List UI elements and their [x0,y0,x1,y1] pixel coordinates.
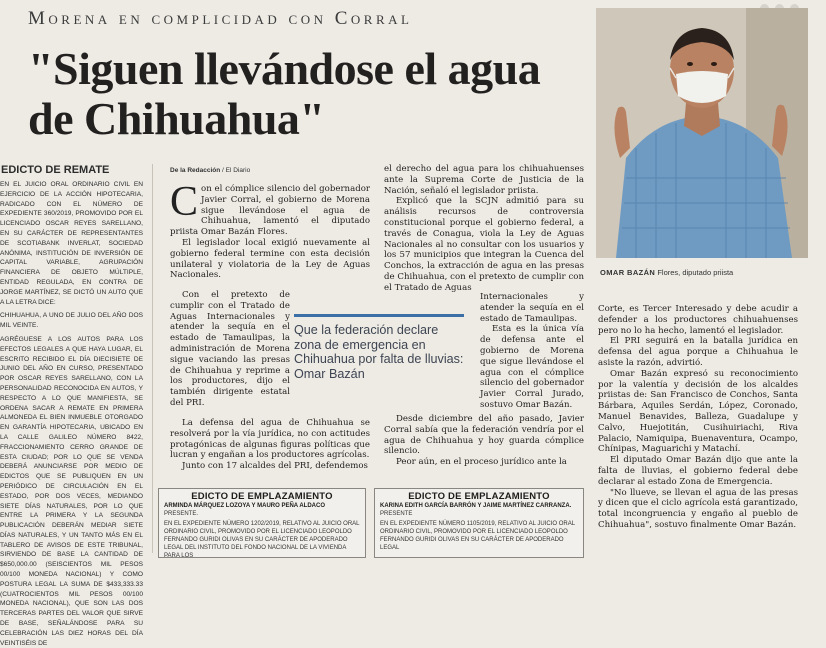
article-column-b [384,164,584,294]
headline: "Siguen llevándose el agua de Chihuahua" [28,43,541,144]
dropcap: C [170,179,199,225]
article-paragraph: Desde diciembre del año pasado, Javier Corral sabía que la federación vendría por el agua de Chihuahua y hoy guarda cómplice silencio. [384,414,584,457]
article-paragraph: El legislador local exigió nuevamente al gobierno federal termine con esta decisión unilateral y violatoria de la Ley de Aguas Nacionales. [170,237,370,281]
edict-parties: ARMINDA MÁRQUEZ LOZOYA Y MAURO PEÑA ALDACO [164,503,326,509]
article-paragraph: Junto con 17 alcaldes del PRI, defendemos [182,461,368,472]
pull-quote: Que la federación declare zona de emergencia en Chihuahua por falta de lluvias: Omar Bazán [294,314,464,381]
article-paragraph: El PRI seguirá en la batalla jurídica en defensa del agua porque a Chihuahua le asiste la razón, advirtió. [598,336,798,368]
person-illustration [596,8,808,258]
article-paragraph [170,179,370,238]
edict-emplazamiento-2 [374,488,584,558]
article-column-a-narrow [170,290,290,409]
byline [170,167,250,174]
photo-caption [600,268,810,277]
article-paragraph: Esta es la única vía de defensa ante el gobierno de Morena que sigue llevándose el agua con el cómplice silencio del gobernador Javier Corral Jurado, sostuvo Omar Bazán. [480,324,584,410]
article-paragraph: La defensa del agua de Chihuahua se resolverá por la vía jurídica, no con actitudes protagónicas de algunas figuras políticas que lucran y engañan a los productores agrícolas. [170,418,370,461]
article-paragraph: Explicó que la SCJN admitió para su análisis recursos de controversia constitucional porque el gobierno federal, a través de Conagua, viola la Ley de Aguas Nacionales al no consultar con los usuarios y los 57 municipios que integran la Cuenca del Conchos, la extracción de agua en las presas de Chihuahua, con el pretexto de cumplir con el Tratado de Aguas [384,196,584,293]
caption-name: OMAR BAZÁN [600,268,656,277]
edict-parties: KARINA EDITH GARCÍA BARRÓN Y JAIME MARTÍNEZ CARRANZA. [380,503,572,509]
edict-title: EDICTO DE EMPLAZAMIENTO [408,491,550,502]
legal-notice-remate [0,164,146,647]
article-paragraph: El diputado Omar Bazán dijo que ante la falta de lluvias, el gobierno federal debe declarar al estado Zona de Emergencia. [598,455,798,487]
article-column-b-bottom [384,414,584,468]
legal-notice-title: EDICTO DE REMATE [1,164,110,176]
article-paragraph: Omar Bazán expresó su reconocimiento por la valentía y decisión de los alcaldes priistas de: San Francisco de Conchos, Santa Bárbara, Aquiles Serdán, López, Coronado, Manuel Benavides, Balleza, Guadalupe y Calvo, Huejotitán, Cusihuiriachi, Riva Palacio, Namiquipa, Buenaventura, Ocampo, Chínipas, Maguarichi y Matachí. [598,368,798,455]
legal-paragraph: EN EL JUICIO ORAL ORDINARIO CIVIL EN EJERCICIO DE LA ACCIÓN HIPOTECARIA, RADICADO CON EL NÚMERO DE EXPEDIENTE 360/2019, PROMOVIDO POR EL LICENCIADO OSCAR REYES SARELLANO, EN SU CARÁCTER DE REPRESENTANTES DE SCOTIABANK INVERLAT, SOCIEDAD ANÓNIMA, INSTITUCIÓN DE INVERSIÓN DE CAPITAL VARIABLE, AGRUPACIÓN FINANCIERA DE OBJETO MÚLTIPLE, ENTIDAD REGULADA, EN CONTRA DE JORGE MARTÍNEZ, SE DICTÓ UN AUTO QUE A LA LETRA DICE: [0,181,143,306]
article-paragraph: Corte, es Tercer Interesado y debe acudir a defender a los productores chihuahuenses pero no lo ha hecho, lamentó el legislador. [598,304,798,336]
edict-text: EN EL EXPEDIENTE NÚMERO 1105/2019, RELATIVO AL JUICIO ORAL ORDINARIO CIVIL, PROMOVIDO POR EL LICENCIADO LEOPOLDO FERNANDO GURIDI OLIVAS EN SU CARÁCTER DE APODERADO LEGAL [380,521,575,551]
article-paragraph: el derecho del agua para los chihuahuenses ante la Suprema Corte de Justicia de la Nación, señaló el legislador priista. [384,164,584,196]
article-column-b-narrow [480,292,584,411]
photo-omar-bazan [596,8,808,258]
section-header: Morena en complicidad con Corral [28,8,413,29]
legal-paragraph: AGRÉGUESE A LOS AUTOS PARA LOS EFECTOS LEGALES A QUE HAYA LUGAR, EL ESCRITO RECIBIDO EL DÍA DIECISIETE DE JUNIO DEL AÑO EN CURSO, PRESENTADO POR OSCAR REYES SARELLANO, CON LA PERSONALIDAD RECONOCIDA EN AUTOS, Y RESPECTO A LO QUE MANIFIESTA, SE ORDENA SACAR A REMATE EN PRIMERA ALMONEDA EL BIEN INMUEBLE OTORGADO EN GARANTÍA HIPOTECARIA, UBICADO EN LA CALLE GALILEO NÚMERO 8422, FRACCIONAMIENTO CERRO GRANDE DE ESTA CIUDAD; POR LO QUE SE VENDA DEBERÁ ANUNCIARSE POR MEDIO DE EDICTOS QUE SE PUBLIQUEN EN UN PERIÓDICO DE CIRCULACIÓN EN EL ESTADO, POR DOS VECES, MEDIANDO SIETE DÍAS NATURALES, POR LO QUE ENTRE LA PRIMERA Y LA SEGUNDA PUBLICACIÓN DEBERÁN MEDIAR SIETE DÍAS NATURALES, Y UN TANTO MÁS EN EL TABLERO DE AVISOS DE ESTE TRIBUNAL, SIRVIENDO DE BASE LA CANTIDAD DE $650,000.00 (SEISCIENTOS MIL PESOS 00/100 MONEDA NACIONAL) Y COMO POSTURA LEGAL LA SUMA DE $433,333.33 (CUATROCIENTOS MIL PESOS 00/100 MONEDA NACIONAL), QUE SON LAS DOS TERCERAS PARTES DEL VALOR QUE SIRVE DE BASE, SEÑALÁNDOSE PARA SU CELEBRACIÓN LAS DIEZ HORAS DEL DÍA VEINTISÉIS DE [0,335,143,647]
caption-text: Flores, diputado priista [657,268,734,277]
byline-outlet: / El Diario [222,167,251,174]
edict-text: EN EL EXPEDIENTE NÚMERO 1202/2019, RELATIVO AL JUICIO ORAL ORDINARIO CIVIL, PROMOVIDO POR EL LICENCIADO LEOPOLDO FERNANDO GURIDI OLIVAS EN SU CARÁCTER DE APODERADO LEGAL DEL INSTITUTO DEL FONDO NACIONAL DE LA VIVIENDA PARA LOS [164,521,360,559]
article-paragraph: Peor aún, en el proceso jurídico ante la [396,457,567,468]
legal-paragraph: CHIHUAHUA, A UNO DE JULIO DEL AÑO DOS MIL VEINTE. [0,312,143,330]
byline-prefix: De la Redacción [170,167,221,174]
article-column-a-bottom [170,418,370,472]
article-paragraph: Internacionales y atender la sequía en el estado de Tamaulipas. [480,292,584,324]
edict-title: EDICTO DE EMPLAZAMIENTO [191,491,333,502]
edict-label: PRESENTE. [164,511,199,517]
article-paragraph: Con el pretexto de cumplir con el Tratado de Aguas Internacionales y atender la sequía en el estado de Tamaulipas, la administración de Morena sigue vaciando las presas de Chihuahua y reprime a los productores, dijo el también dirigente estatal del PRI. [170,290,290,408]
article-column-a [170,179,370,281]
article-column-c [598,304,798,531]
column-divider [152,164,153,553]
article-paragraph: "No llueve, se llevan el agua de las presas y dicen que el ciclo agrícola está garantizado, total incongruencia y engaño al pueblo de Chihuahua", sostuvo finalmente Omar Bazán. [598,487,798,530]
lead-text: on el cómplice silencio del gobernador Javier Corral, el gobierno de Morena sigue llevándose el agua de Chihuahua, lamentó el diputado priista Omar Bazán Flores. [170,184,370,238]
edict-emplazamiento-1 [158,488,366,558]
edict-label: PRESENTE [380,511,413,517]
